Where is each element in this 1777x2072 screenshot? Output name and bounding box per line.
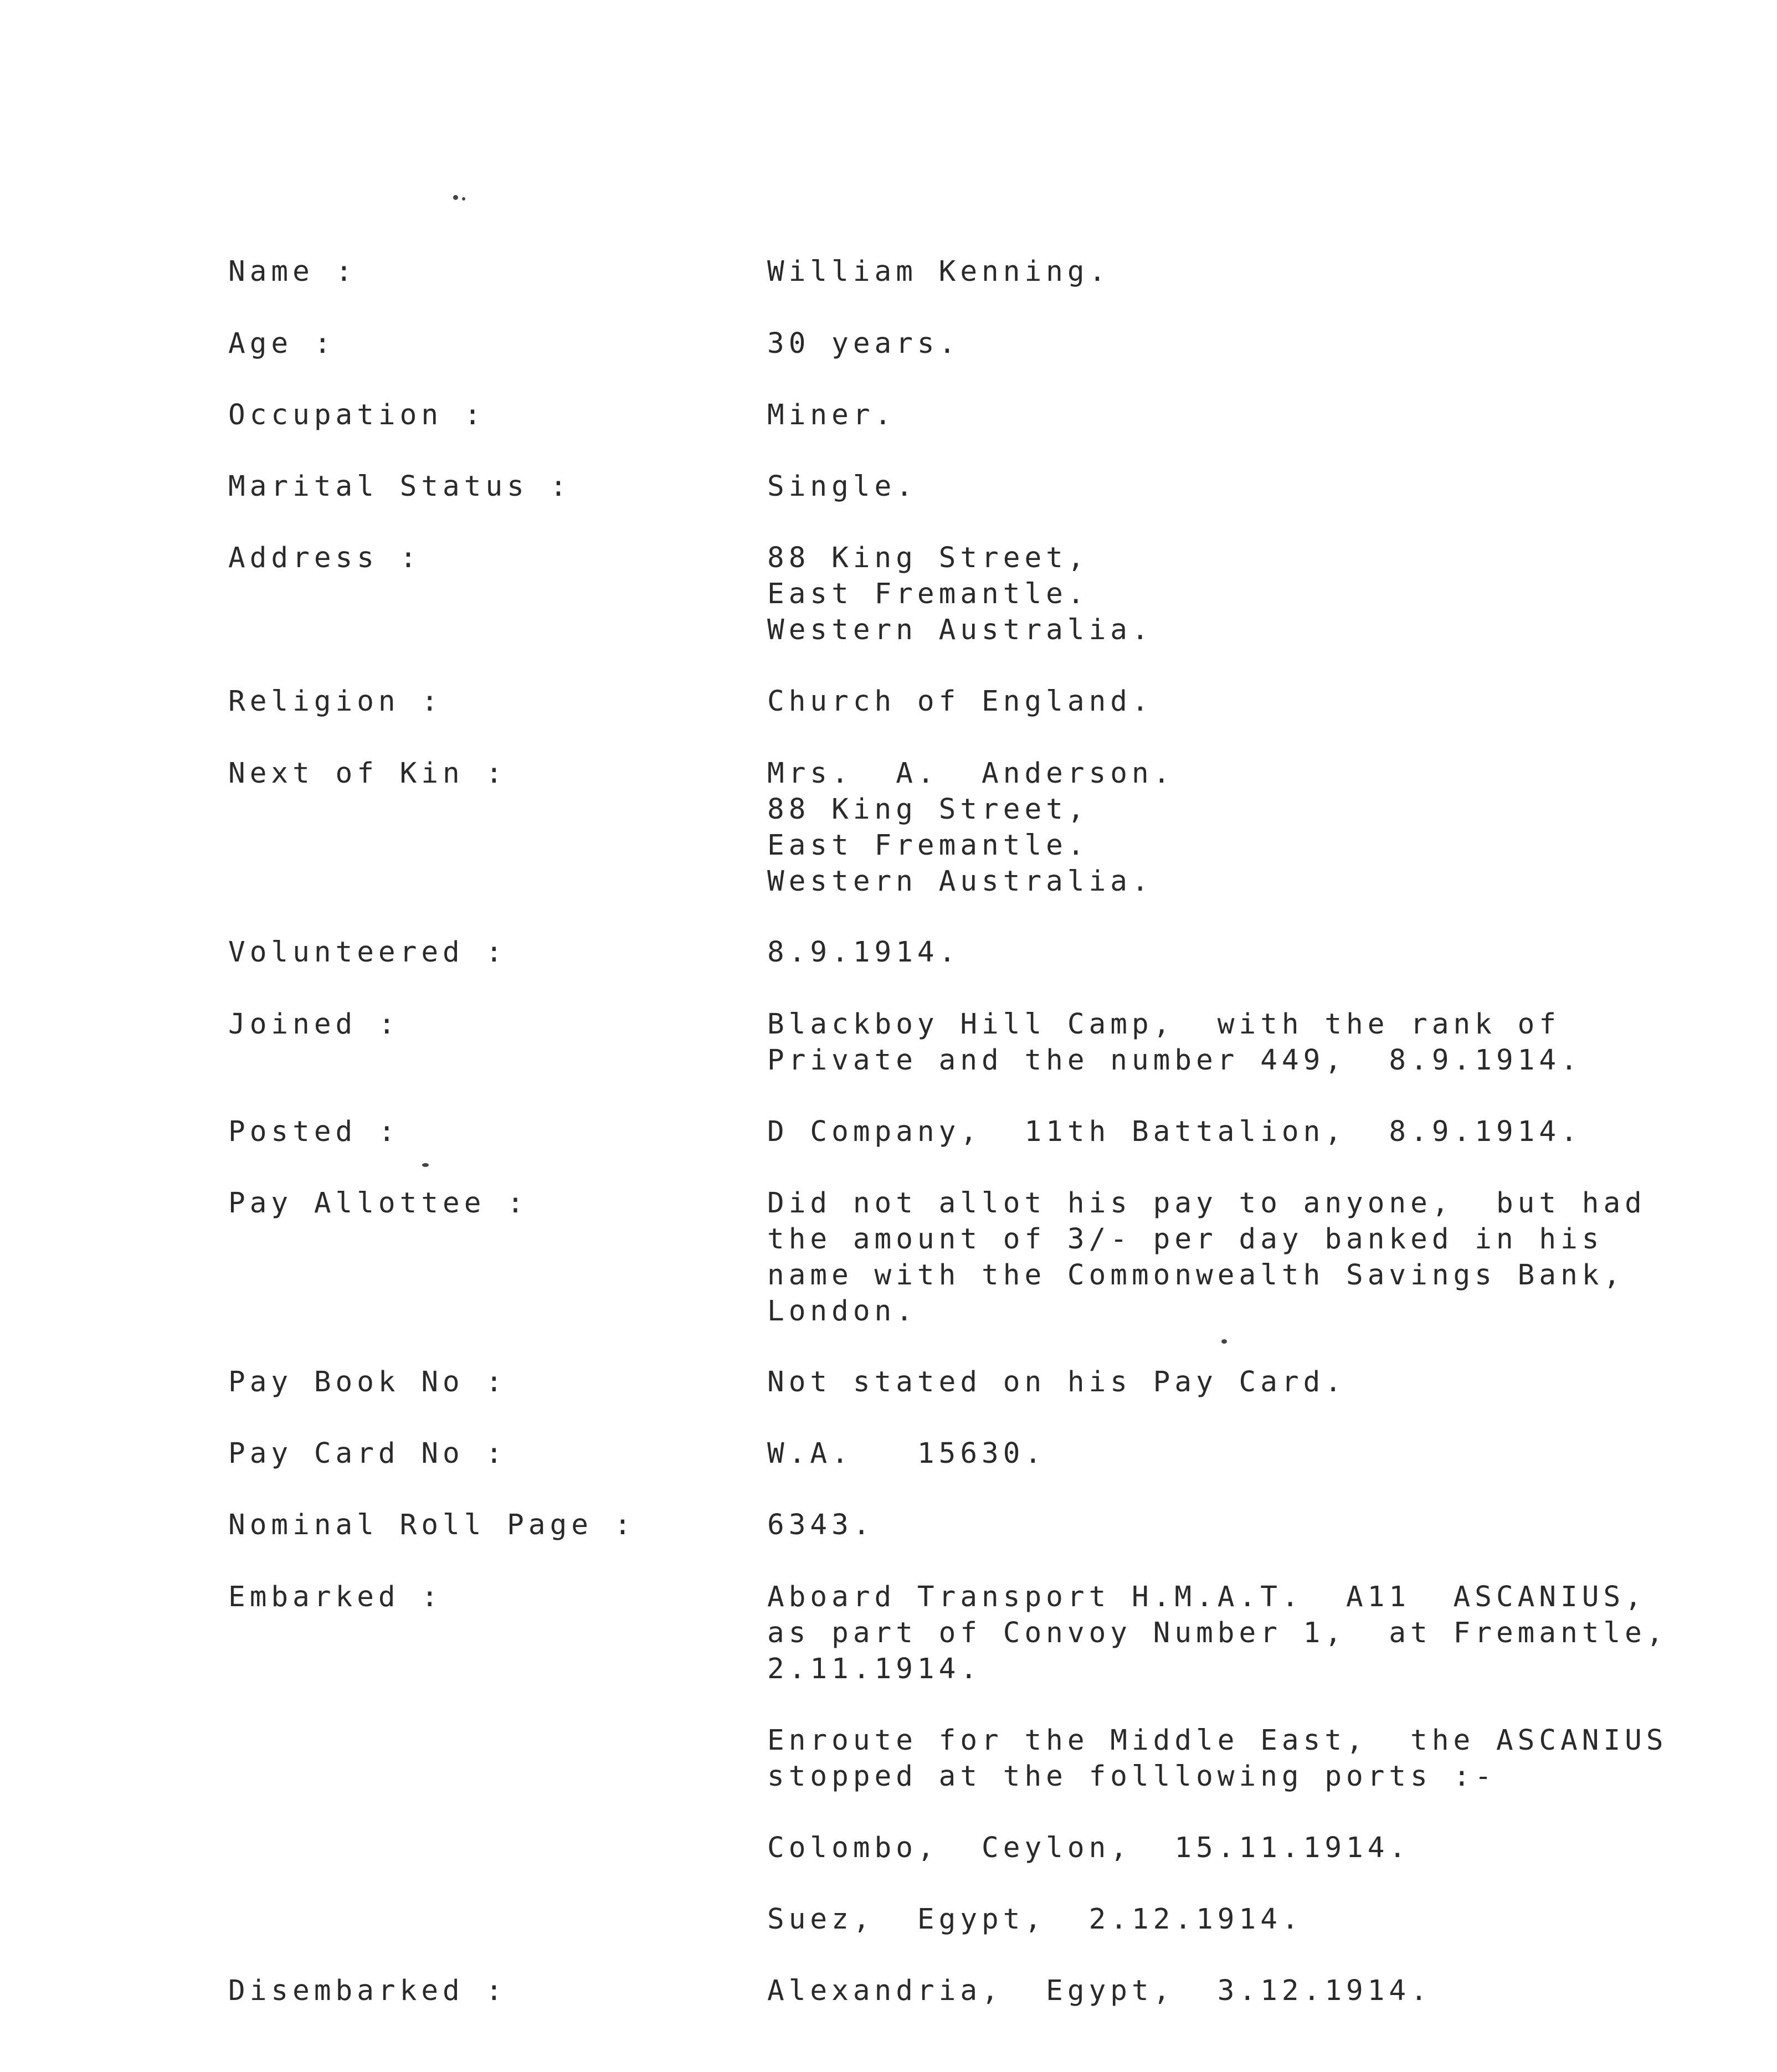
- value-line: D Company, 11th Battalion, 8.9.1914.: [767, 1115, 1582, 1148]
- value-line: W.A. 15630.: [767, 1437, 1046, 1470]
- value-line: Aboard Transport H.M.A.T. A11 ASCANIUS,: [767, 1581, 1646, 1613]
- field-label: Next of Kin :: [228, 757, 507, 790]
- value-line: Alexandria, Egypt, 3.12.1914.: [767, 1975, 1432, 2007]
- value-line: 88 King Street,: [767, 793, 1089, 826]
- value-line: Mrs. A. Anderson.: [767, 757, 1175, 790]
- field-value: [767, 326, 1742, 362]
- field-value: [767, 1830, 1742, 1866]
- value-line: Did not allot his pay to anyone, but had: [767, 1187, 1646, 1220]
- field-label: Address :: [228, 542, 422, 574]
- field-label: Religion :: [228, 685, 443, 718]
- value-line: Western Australia.: [767, 614, 1153, 646]
- value-line: the amount of 3/- per day banked in his: [767, 1223, 1604, 1256]
- value-line: Blackboy Hill Camp, with the rank of: [767, 1008, 1561, 1041]
- value-line: Western Australia.: [767, 865, 1153, 898]
- value-line: 8.9.1914.: [767, 936, 961, 969]
- field-value: [767, 1436, 1742, 1472]
- field-value: [767, 1579, 1742, 1687]
- field-value: [767, 1507, 1742, 1543]
- value-line: stopped at the folllowing ports :-: [767, 1760, 1496, 1793]
- value-line: Enroute for the Middle East, the ASCANIUS: [767, 1724, 1668, 1757]
- field-value: [767, 1901, 1742, 1937]
- field-value: [767, 1364, 1742, 1400]
- field-value: [767, 469, 1742, 505]
- field-value: [767, 1185, 1742, 1329]
- value-line: Suez, Egypt, 2.12.1914.: [767, 1903, 1303, 1936]
- scan-speck: [1221, 1339, 1227, 1344]
- field-value: [767, 1723, 1742, 1795]
- field-label: Pay Allottee :: [228, 1187, 528, 1220]
- value-line: Private and the number 449, 8.9.1914.: [767, 1044, 1582, 1077]
- value-line: Single.: [767, 470, 917, 503]
- field-label: Embarked :: [228, 1581, 443, 1613]
- field-value: [767, 1006, 1742, 1078]
- value-line: Church of England.: [767, 685, 1153, 718]
- value-line: Colombo, Ceylon, 15.11.1914.: [767, 1832, 1411, 1864]
- field-value: [767, 1973, 1742, 2009]
- field-label: Volunteered :: [228, 936, 507, 969]
- field-label: Pay Card No :: [228, 1437, 507, 1470]
- scan-speck: [462, 197, 465, 200]
- field-label: Posted :: [228, 1115, 400, 1148]
- field-label: Pay Book No :: [228, 1366, 507, 1399]
- value-line: 2.11.1914.: [767, 1653, 982, 1685]
- value-line: 30 years.: [767, 327, 961, 360]
- field-label: Name :: [228, 255, 357, 288]
- value-line: William Kenning.: [767, 255, 1111, 288]
- field-value: [767, 755, 1742, 899]
- value-line: 88 King Street,: [767, 542, 1089, 574]
- field-value: [767, 540, 1742, 648]
- value-line: East Fremantle.: [767, 829, 1089, 862]
- value-line: as part of Convoy Number 1, at Fremantle,: [767, 1617, 1668, 1649]
- field-value: [767, 683, 1742, 719]
- field-label: Nominal Roll Page :: [228, 1509, 636, 1541]
- value-line: East Fremantle.: [767, 578, 1089, 610]
- value-line: name with the Commonwealth Savings Bank,: [767, 1259, 1625, 1292]
- field-label: Age :: [228, 327, 336, 360]
- scan-speck: [422, 1163, 429, 1167]
- field-label: Disembarked :: [228, 1975, 507, 2007]
- scan-speck: [453, 195, 458, 200]
- field-value: [767, 934, 1742, 970]
- field-label: Marital Status :: [228, 470, 572, 503]
- value-line: Not stated on his Pay Card.: [767, 1366, 1347, 1399]
- field-value: [767, 1114, 1742, 1150]
- value-line: Miner.: [767, 399, 896, 431]
- value-line: London.: [767, 1295, 917, 1328]
- field-label: Joined :: [228, 1008, 400, 1041]
- value-line: 6343.: [767, 1509, 875, 1541]
- field-value: [767, 254, 1742, 290]
- field-label: Occupation :: [228, 399, 486, 431]
- field-value: [767, 397, 1742, 433]
